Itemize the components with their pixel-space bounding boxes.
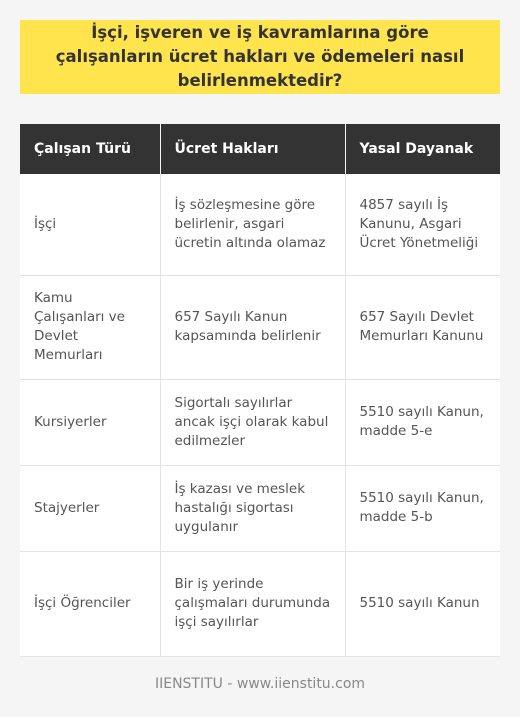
- table-row: [20, 551, 500, 656]
- table-cell: Bir iş yerinde çalışmaları durumunda işçi sayılırlar: [160, 551, 345, 656]
- table-cell: 657 Sayılı Kanun kapsamında belirlenir: [160, 275, 345, 379]
- table-cell: 5510 sayılı Kanun: [345, 551, 500, 656]
- table-header-row: [20, 124, 500, 174]
- table-cell: 5510 sayılı Kanun, madde 5-e: [345, 379, 500, 465]
- table-cell: 5510 sayılı Kanun, madde 5-b: [345, 465, 500, 551]
- table-cell: Sigortalı sayılırlar ancak işçi olarak kabul edilmezler: [160, 379, 345, 465]
- column-header: Ücret Hakları: [160, 124, 345, 174]
- table-cell: 4857 sayılı İş Kanunu, Asgari Ücret Yönetmeliği: [345, 174, 500, 275]
- table-cell: Kamu Çalışanları ve Devlet Memurları: [20, 275, 160, 379]
- table-row: [20, 275, 500, 379]
- comparison-table: [20, 124, 500, 657]
- title-banner: [20, 20, 500, 94]
- table-cell: İşçi Öğrenciler: [20, 551, 160, 656]
- table-cell: Kursiyerler: [20, 379, 160, 465]
- table-cell: İş kazası ve meslek hastalığı sigortası uygulanır: [160, 465, 345, 551]
- table-row: [20, 465, 500, 551]
- table-row: [20, 379, 500, 465]
- table-cell: 657 Sayılı Devlet Memurları Kanunu: [345, 275, 500, 379]
- table-cell: İşçi: [20, 174, 160, 275]
- table-cell: Stajyerler: [20, 465, 160, 551]
- footer-credit: IIENSTITU - www.iienstitu.com: [154, 676, 366, 692]
- page-title: İşçi, işveren ve iş kavramlarına göre çalışanların ücret hakları ve ödemeleri nasıl belirlenmektedir?: [55, 23, 465, 90]
- table-cell: İş sözleşmesine göre belirlenir, asgari ücretin altında olamaz: [160, 174, 345, 275]
- column-header: Yasal Dayanak: [345, 124, 500, 174]
- table-row: [20, 174, 500, 275]
- column-header: Çalışan Türü: [20, 124, 160, 174]
